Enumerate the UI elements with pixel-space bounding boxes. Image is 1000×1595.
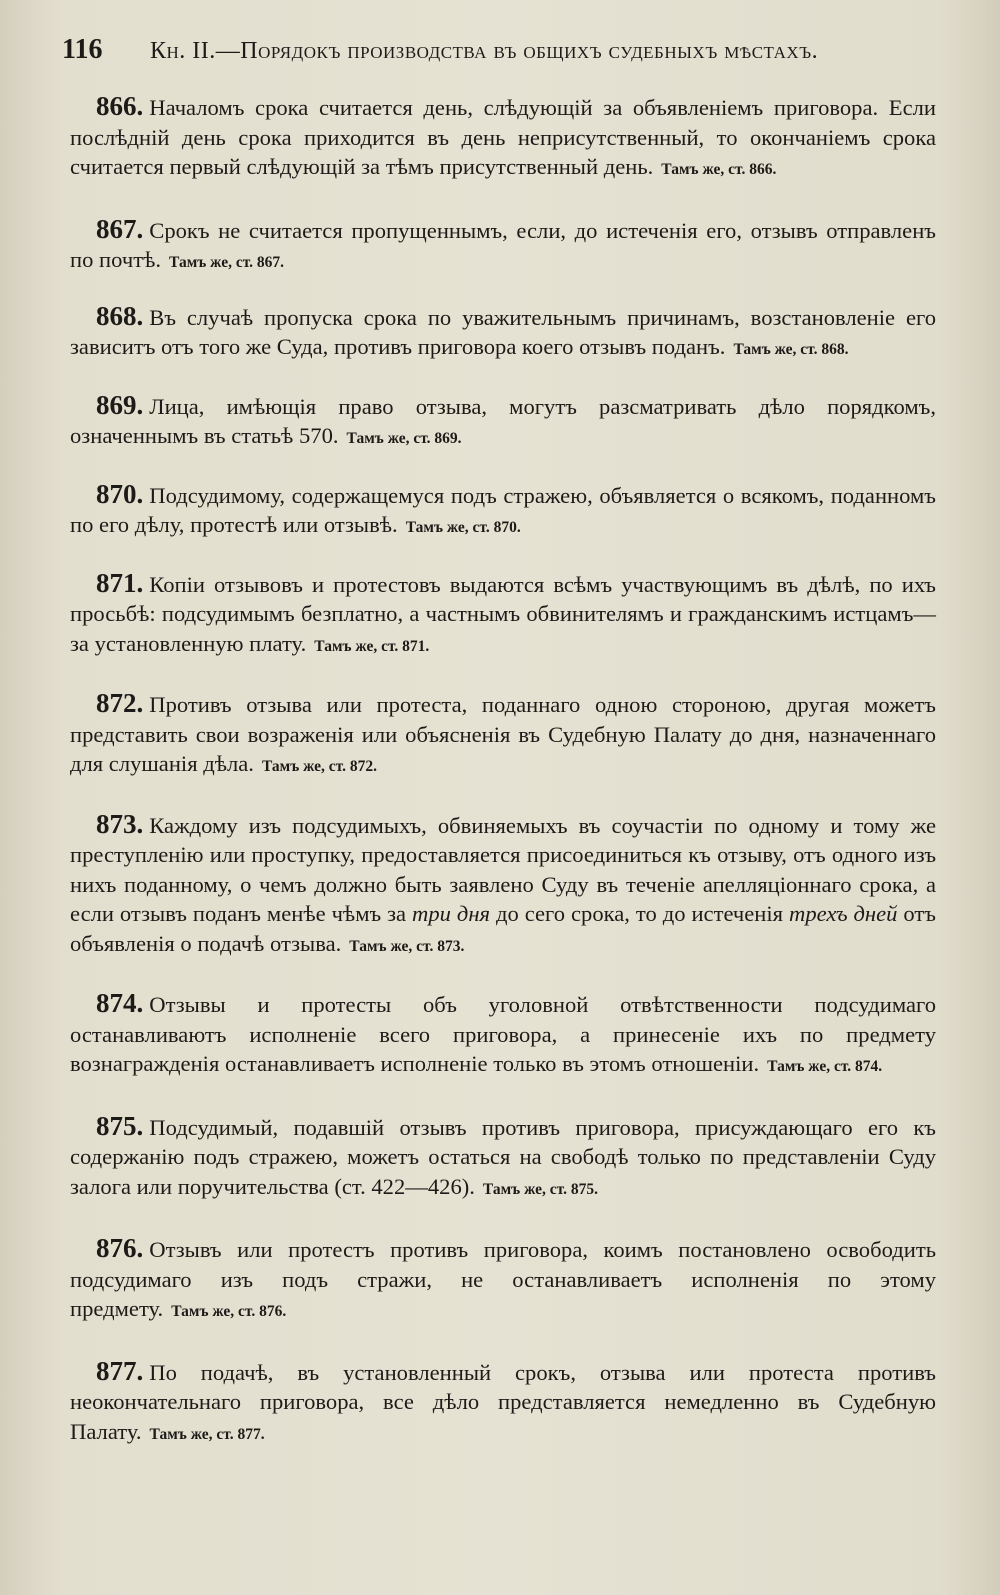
article-875 xyxy=(70,1112,936,1205)
article-reference: Тамъ же, ст. 870. xyxy=(405,519,521,536)
article-text-part: отъ объявленія о подачѣ отзыва. xyxy=(70,901,936,956)
article-italic-phrase: три дня xyxy=(412,901,491,926)
article-number: 867. xyxy=(96,213,144,244)
article-866 xyxy=(70,92,936,185)
article-reference: Тамъ же, ст. 868. xyxy=(733,341,849,358)
article-reference: Тамъ же, ст. 873. xyxy=(349,937,465,955)
article-number: 875. xyxy=(96,1110,144,1141)
article-text: Подсудимому, содержащемуся подъ стражею, объявляется о всякомъ, поданномъ по его дѣлу, протестѣ или отзывѣ. xyxy=(70,482,936,537)
article-870 xyxy=(70,480,936,543)
article-number: 877. xyxy=(96,1355,144,1386)
article-text: Подсудимый, подавшій отзывъ противъ приговора, присуждающаго его къ содержанію подъ стражею, можетъ остаться на свободѣ только по представленіи Суду залога или поручительства (ст. 422—426). xyxy=(70,1114,936,1199)
article-876 xyxy=(70,1234,936,1327)
article-number: 871. xyxy=(96,567,144,598)
article-number: 876. xyxy=(96,1233,144,1263)
article-873 xyxy=(70,810,936,962)
article-text: Лица, имѣющія право отзыва, могутъ разсматривать дѣло порядкомъ, означеннымъ въ статьѣ 570. xyxy=(70,393,936,448)
article-reference: Тамъ же, ст. 874. xyxy=(767,1058,883,1075)
article-reference: Тамъ же, ст. 866. xyxy=(661,161,777,178)
article-877 xyxy=(70,1357,936,1450)
article-text: Копіи отзывовъ и протестовъ выдаются всѣмъ участвующимъ въ дѣлѣ, по ихъ просьбѣ: подсудимымъ безплатно, а частнымъ обвинителямъ и гражданскимъ истцамъ—за установленную плату. xyxy=(70,571,936,656)
running-title: Кн. II.—Порядокъ производства въ общихъ судебныхъ мѣстахъ. xyxy=(150,38,819,64)
running-head xyxy=(62,34,942,74)
article-number: 869. xyxy=(96,389,144,420)
article-text: Въ случаѣ пропуска срока по уважительнымъ причинамъ, возстановленіе его зависитъ отъ того же Суда, противъ приговора коего отзывъ поданъ. xyxy=(70,304,936,359)
article-number: 866. xyxy=(96,91,144,121)
article-reference: Тамъ же, ст. 867. xyxy=(169,254,285,271)
article-reference: Тамъ же, ст. 876. xyxy=(171,1303,287,1320)
article-872 xyxy=(70,689,936,782)
article-text: Отзывы и протесты объ уголовной отвѣтственности подсудимаго останавливаютъ исполненіе всего приговора, а принесеніе ихъ по предмету вознагражденія останавливаетъ исполненіе только въ этомъ отношеніи. xyxy=(70,992,936,1076)
article-reference: Тамъ же, ст. 871. xyxy=(314,637,430,655)
article-871 xyxy=(70,569,936,662)
article-text-part: до сего срока, то до истеченія xyxy=(495,901,784,926)
article-number: 873. xyxy=(96,808,144,839)
article-number: 870. xyxy=(96,478,144,509)
article-reference: Тамъ же, ст. 872. xyxy=(261,758,378,775)
article-number: 872. xyxy=(96,688,144,718)
article-874 xyxy=(70,989,936,1082)
article-text: Противъ отзыва или протеста, поданнаго одною стороною, другая можетъ представить свои возраженія или объясненія въ Судебную Палату до дня, назначеннаго для слушанія дѣла. xyxy=(70,692,936,776)
article-867 xyxy=(70,215,936,278)
article-text: Отзывъ или протестъ противъ приговора, коимъ постановлено освободить подсудимаго изъ подъ стражи, не останавливаетъ исполненія по этому предмету. xyxy=(70,1237,936,1321)
article-869 xyxy=(70,391,936,454)
article-reference: Тамъ же, ст. 875. xyxy=(482,1180,598,1198)
article-number: 868. xyxy=(96,300,144,331)
articles-list xyxy=(70,92,936,1449)
article-text-part: Каждому изъ подсудимыхъ, обвиняемыхъ въ соучастіи по одному и тому же преступленію или проступку, предоставляется присоединиться къ отзыву, отъ одного изъ нихъ поданному, о чемъ должно быть заявлено Суду въ теченіе апелляціоннаго срока, а если отзывъ поданъ менѣе чѣмъ за xyxy=(70,812,936,926)
article-868 xyxy=(70,302,936,365)
page-number: 116 xyxy=(62,34,103,65)
article-reference: Тамъ же, ст. 869. xyxy=(346,430,462,447)
article-number: 874. xyxy=(96,988,144,1018)
article-text: По подачѣ, въ установленный срокъ, отзыва или протеста противъ неокончательнаго приговора, все дѣло представляется немедленно въ Судебную Палату. xyxy=(70,1359,936,1444)
article-text: Срокъ не считается пропущеннымъ, если, до истеченія его, отзывъ отправленъ по почтѣ. xyxy=(70,217,936,272)
article-italic-phrase: трехъ дней xyxy=(789,901,898,926)
article-text: Началомъ срока считается день, слѣдующій за объявленіемъ приговора. Если послѣдній день срока приходится въ день неприсутственный, то окончаніемъ срока считается первый слѣдующій за тѣмъ присутственный день. xyxy=(70,95,936,179)
article-reference: Тамъ же, ст. 877. xyxy=(149,1425,265,1443)
